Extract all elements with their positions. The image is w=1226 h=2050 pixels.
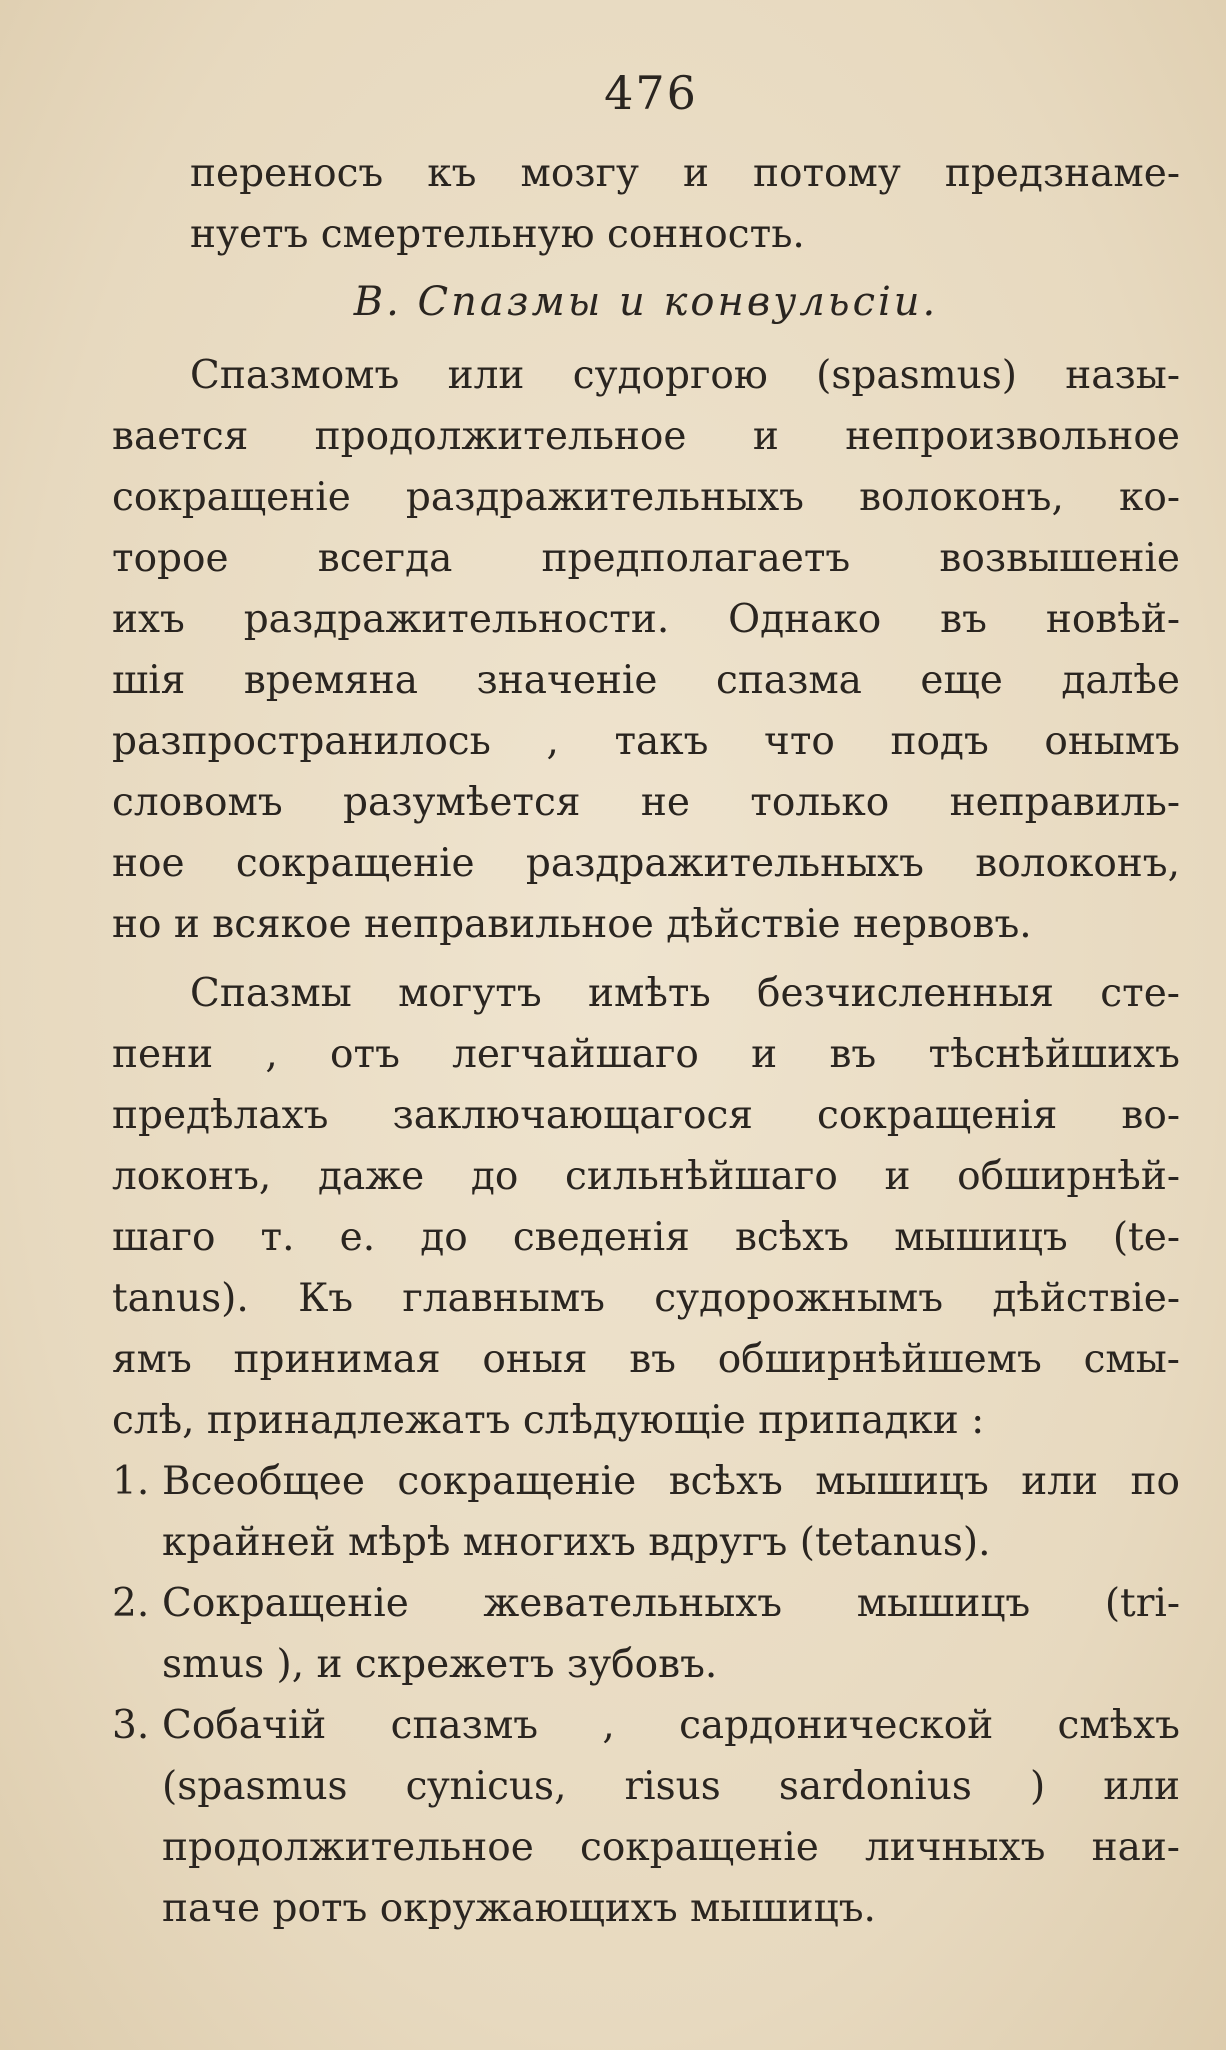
text-line: словомъ разумѣется не только неправиль-: [112, 780, 1180, 825]
list-item: [112, 1695, 1180, 1939]
paragraph-gap: [112, 955, 1180, 963]
text-line: вается продолжительное и непроизвольное: [112, 414, 1180, 459]
text-line: пени , отъ легчайшаго и въ тѣснѣйшихъ: [112, 1032, 1180, 1077]
list-number: 3.: [112, 1703, 150, 1748]
text-line: но и всякое неправильное дѣйствіе нервовъ.: [112, 902, 1032, 947]
text-line: Спазмы могутъ имѣть безчисленныя сте-: [190, 971, 1180, 1016]
text-line: предѣлахъ заключающагося сокращенія во-: [112, 1093, 1180, 1138]
text-line: ихъ раздражительности. Однако въ новѣй-: [112, 597, 1180, 642]
text-column: [112, 55, 1180, 1939]
text-line: локонъ, даже до сильнѣйшаго и обширнѣй-: [112, 1154, 1180, 1199]
list-text: Всеобщее сокращеніе всѣхъ мышицъ или по: [162, 1459, 1180, 1504]
list-line: smus ), и скрежетъ зубовъ.: [162, 1642, 718, 1687]
list-number: 2.: [112, 1581, 150, 1626]
list-line: [112, 1695, 1180, 1756]
text-line: сокращеніе раздражительныхъ волоконъ, ко-: [112, 475, 1180, 520]
text-line: tanus). Къ главнымъ судорожнымъ дѣйствіе-: [112, 1276, 1180, 1321]
paragraph-spasm-degrees: [112, 963, 1180, 1451]
text-line: шаго т. е. до сведенія всѣхъ мышицъ (te-: [112, 1215, 1180, 1260]
text-line: ямъ принимая оныя въ обширнѣйшемъ смы-: [112, 1337, 1180, 1382]
list-text: Сокращеніе жевательныхъ мышицъ (tri-: [162, 1581, 1180, 1626]
list-line: [112, 1573, 1180, 1634]
text-line: Спазмомъ или судоргою (spasmus) назы-: [190, 353, 1180, 398]
section-heading: В. Спазмы и конвульсіи.: [353, 279, 939, 325]
text-line: нуетъ смертельную сонность.: [190, 212, 805, 257]
text-line: разпространилось , такъ что подъ онымъ: [112, 719, 1180, 764]
symptom-list: [112, 1451, 1180, 1939]
list-line: продолжительное сокращеніе личныхъ наи-: [162, 1825, 1180, 1870]
list-text: Собачій спазмъ , сардонической смѣхъ: [162, 1703, 1180, 1748]
page-number: 476: [604, 66, 698, 120]
list-line: (spasmus cynicus, risus sardonius ) или: [162, 1764, 1180, 1809]
list-line: [112, 1451, 1180, 1512]
continuation-text: [112, 143, 1180, 265]
text-line: шія времяна значеніе спазма еще далѣе: [112, 658, 1180, 703]
text-line: переносъ къ мозгу и потому предзнаме-: [190, 151, 1180, 196]
text-line: торое всегда предполагаетъ возвышеніе: [112, 536, 1180, 581]
text-line: слѣ, принадлежатъ слѣдующіе припадки :: [112, 1398, 985, 1443]
list-line: паче ротъ окружающихъ мышицъ.: [162, 1886, 876, 1931]
list-item: [112, 1573, 1180, 1695]
paragraph-spasm-definition: [112, 345, 1180, 955]
list-number: 1.: [112, 1459, 150, 1504]
list-item: [112, 1451, 1180, 1573]
list-line: крайней мѣрѣ многихъ вдругъ (tetanus).: [162, 1520, 991, 1565]
text-line: ное сокращеніе раздражительныхъ волоконъ,: [112, 841, 1180, 886]
